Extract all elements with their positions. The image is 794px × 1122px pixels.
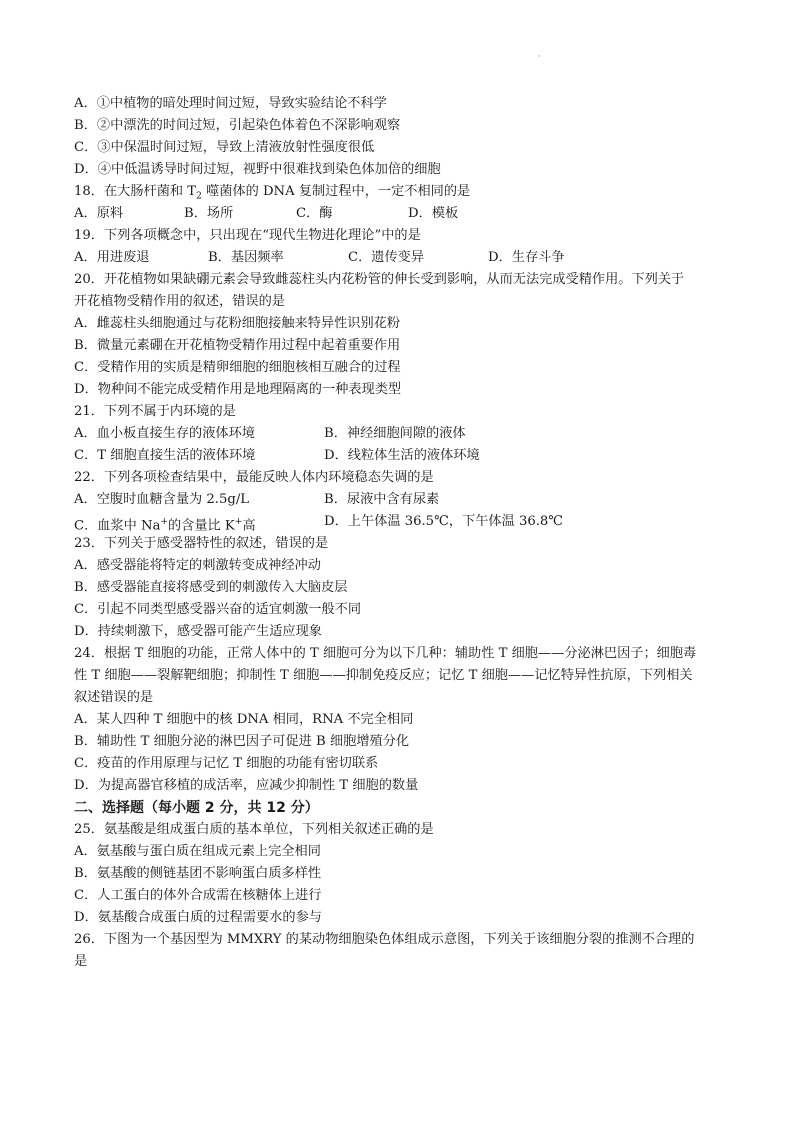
- q17-option-c: C．③中保温时间过短，导致上清液放射性强度很低: [74, 140, 375, 155]
- q24-stem-line3: 叙述错误的是: [74, 690, 154, 705]
- q22-option-b: B．尿液中含有尿素: [324, 492, 440, 507]
- q17-option-a: A．①中植物的暗处理时间过短，导致实验结论不科学: [74, 96, 387, 111]
- q23-option-c: C．引起不同类型感受器兴奋的适宜刺激一般不同: [74, 602, 362, 617]
- q20-stem-line2: 开花植物受精作用的叙述，错误的是: [74, 294, 285, 309]
- q23-option-a: A．感受器能将特定的刺激转变成神经冲动: [74, 558, 321, 573]
- q18-stem: [74, 181, 734, 208]
- q22-stem: 22．下列各项检查结果中，最能反映人体内环境稳态失调的是: [74, 470, 434, 485]
- section-2-heading: 二、选择题（每小题 2 分，共 12 分）: [74, 800, 319, 816]
- q25-option-c: C．人工蛋白的体外合成需在核糖体上进行: [74, 888, 322, 903]
- q18-stem-pre: 18．在大肠杆菌和 T: [74, 184, 197, 199]
- q18-option-c: C．酶: [296, 206, 333, 221]
- q19-option-d: D．生存斗争: [488, 250, 565, 265]
- q18-stem-sub: 2: [196, 191, 202, 202]
- q20-option-b: B．微量元素硼在开花植物受精作用过程中起着重要作用: [74, 338, 401, 353]
- q18-option-a: A．原料: [74, 206, 124, 221]
- q21-option-c: C．T 细胞直接生活的液体环境: [74, 448, 256, 463]
- q22-option-c-pre: C．血浆中 Na: [74, 518, 161, 534]
- q19-option-c: C．遗传变异: [348, 250, 425, 265]
- q22-option-a: A．空腹时血糖含量为 2.5g/L: [74, 492, 250, 507]
- q24-option-b: B．辅助性 T 细胞分泌的淋巴因子可促进 B 细胞增殖分化: [74, 734, 410, 749]
- q17-option-d: D．④中低温诱导时间过短，视野中很难找到染色体加倍的细胞: [74, 162, 441, 177]
- q25-stem: 25．氨基酸是组成蛋白质的基本单位，下列相关叙述正确的是: [74, 822, 434, 837]
- q22-option-c-post: 高: [242, 518, 256, 534]
- q18-option-b: B．场所: [184, 206, 234, 221]
- q19-option-b: B．基因频率: [208, 250, 284, 265]
- q22-option-c-mid: 的含量比 K: [167, 518, 235, 534]
- q25-option-d: D．氨基酸合成蛋白质的过程需要水的参与: [74, 910, 322, 925]
- q23-stem: 23．下列关于感受器特性的叙述，错误的是: [74, 536, 329, 551]
- q19-stem: 19．下列各项概念中，只出现在“现代生物进化理论”中的是: [74, 228, 421, 243]
- q20-stem-line1: 20．开花植物如果缺硼元素会导致雌蕊柱头内花粉管的伸长受到影响，从而无法完成受精作用。下列关于: [74, 272, 685, 287]
- q24-stem-line2: 性 T 细胞——裂解靶细胞；抑制性 T 细胞——抑制免疫反应；记忆 T 细胞——记忆特异性抗原，下列相关: [74, 668, 693, 683]
- q21-option-d: D．线粒体生活的液体环境: [324, 448, 480, 463]
- q22-option-c-sup1: +: [160, 517, 168, 527]
- q21-option-a: A．血小板直接生存的液体环境: [74, 426, 255, 441]
- q24-option-a: A．某人四种 T 细胞中的核 DNA 相同，RNA 不完全相同: [74, 712, 414, 727]
- q23-option-b: B．感受器能直接将感受到的刺激传入大脑皮层: [74, 580, 348, 595]
- q24-option-c: C．疫苗的作用原理与记忆 T 细胞的功能有密切联系: [74, 756, 379, 771]
- q26-stem-line2: 是: [74, 954, 88, 969]
- q25-option-b: B．氨基酸的侧链基团不影响蛋白质多样性: [74, 866, 322, 881]
- q23-option-d: D．持续刺激下，感受器可能产生适应现象: [74, 624, 322, 639]
- q17-option-b: B．②中漂洗的时间过短，引起染色体着色不深影响观察: [74, 118, 401, 133]
- corner-mark: ·: [538, 52, 541, 61]
- q22-option-c-sup2: +: [234, 517, 243, 527]
- q25-option-a: A．氨基酸与蛋白质在组成元素上完全相同: [74, 844, 321, 859]
- q18-stem-post: 噬菌体的 DNA 复制过程中，一定不相同的是: [201, 184, 471, 199]
- q20-option-d: D．物种间不能完成受精作用是地理隔离的一种表现类型: [74, 382, 402, 397]
- q20-option-c: C．受精作用的实质是精卵细胞的细胞核相互融合的过程: [74, 360, 401, 375]
- q19-option-a: A．用进废退: [74, 250, 150, 265]
- q21-option-b: B．神经细胞间隙的液体: [324, 426, 466, 441]
- q20-option-a: A．雌蕊柱头细胞通过与花粉细胞接触来特异性识别花粉: [74, 316, 401, 331]
- q24-option-d: D．为提高器官移植的成活率，应减少抑制性 T 细胞的数量: [74, 778, 419, 793]
- q26-stem-line1: 26．下图为一个基因型为 MMXRY 的某动物细胞染色体组成示意图，下列关于该细胞分裂的推测不合理的: [74, 932, 695, 947]
- q21-stem: 21．下列不属于内环境的是: [74, 404, 236, 419]
- q22-option-d: D．上午体温 36.5℃，下午体温 36.8℃: [324, 514, 564, 529]
- q24-stem-line1: 24．根据 T 细胞的功能，正常人体中的 T 细胞可分为以下几种：辅助性 T 细胞——分泌淋巴因子；细胞毒: [74, 646, 697, 661]
- q18-option-d: D．模板: [408, 206, 459, 221]
